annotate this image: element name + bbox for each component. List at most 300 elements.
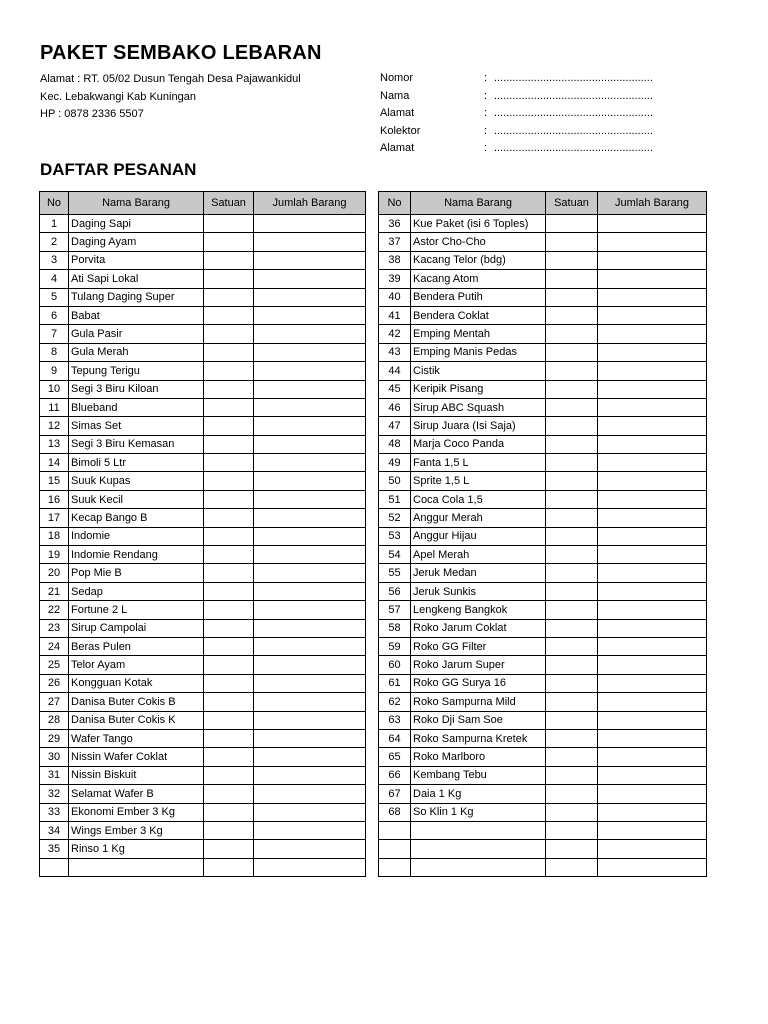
satuan-cell[interactable] [546,527,598,545]
jumlah-cell[interactable] [254,527,366,545]
table-row [379,380,707,398]
satuan-cell[interactable] [546,509,598,527]
item-no: 64 [379,729,411,747]
item-name: Beras Pulen [69,637,204,655]
satuan-cell[interactable] [204,509,254,527]
table-row [379,454,707,472]
jumlah-cell[interactable] [598,325,707,343]
table-row [379,748,707,766]
jumlah-cell[interactable] [254,656,366,674]
item-name: Coca Cola 1,5 [411,490,546,508]
jumlah-cell[interactable] [598,251,707,269]
satuan-cell[interactable] [204,472,254,490]
jumlah-cell[interactable] [254,674,366,692]
table-row [40,454,366,472]
item-name: Roko Jarum Coklat [411,619,546,637]
item-name: Roko Sampurna Mild [411,693,546,711]
table-row [379,693,707,711]
item-no: 15 [40,472,69,490]
jumlah-cell[interactable] [254,637,366,655]
jumlah-cell[interactable] [598,398,707,416]
jumlah-cell[interactable] [254,325,366,343]
satuan-cell[interactable] [546,619,598,637]
jumlah-cell[interactable] [254,729,366,747]
item-no: 54 [379,546,411,564]
satuan-cell[interactable] [546,454,598,472]
jumlah-cell[interactable] [598,693,707,711]
table-row [379,601,707,619]
item-name: Jeruk Medan [411,564,546,582]
jumlah-cell[interactable] [254,472,366,490]
item-no: 58 [379,619,411,637]
jumlah-cell[interactable] [254,564,366,582]
item-name: Segi 3 Biru Kemasan [69,435,204,453]
item-no: 61 [379,674,411,692]
item-name: Roko Jarum Super [411,656,546,674]
item-name [411,840,546,858]
jumlah-cell[interactable] [254,840,366,858]
item-no: 18 [40,527,69,545]
item-no: 33 [40,803,69,821]
satuan-cell[interactable] [546,233,598,251]
satuan-cell[interactable] [204,325,254,343]
table-row [379,306,707,324]
satuan-cell[interactable] [204,582,254,600]
item-no: 6 [40,306,69,324]
satuan-cell[interactable] [204,693,254,711]
jumlah-cell[interactable] [598,840,707,858]
jumlah-cell[interactable] [598,435,707,453]
jumlah-cell[interactable] [598,546,707,564]
jumlah-cell[interactable] [254,766,366,784]
item-name: Tepung Terigu [69,362,204,380]
item-no: 34 [40,821,69,839]
satuan-cell[interactable] [546,601,598,619]
satuan-cell[interactable] [546,766,598,784]
satuan-cell[interactable] [546,637,598,655]
satuan-cell[interactable] [204,270,254,288]
item-no: 14 [40,454,69,472]
satuan-cell[interactable] [204,546,254,564]
table-row [40,729,366,747]
table-row [379,840,707,858]
item-no: 50 [379,472,411,490]
item-no: 53 [379,527,411,545]
satuan-cell[interactable] [546,711,598,729]
satuan-cell[interactable] [204,435,254,453]
jumlah-cell[interactable] [254,362,366,380]
jumlah-cell[interactable] [254,251,366,269]
jumlah-cell[interactable] [254,821,366,839]
item-name: Simas Set [69,417,204,435]
table-row [40,656,366,674]
item-no: 10 [40,380,69,398]
jumlah-cell[interactable] [598,233,707,251]
jumlah-cell[interactable] [598,380,707,398]
page-title: PAKET SEMBAKO LEBARAN [40,42,322,64]
jumlah-cell[interactable] [254,343,366,361]
item-name: Nissin Biskuit [69,766,204,784]
table-row [40,398,366,416]
table-row [40,509,366,527]
satuan-cell[interactable] [204,785,254,803]
item-no: 2 [40,233,69,251]
satuan-cell[interactable] [204,490,254,508]
satuan-cell[interactable] [204,454,254,472]
item-name [411,821,546,839]
item-no [40,858,69,876]
jumlah-cell[interactable] [598,601,707,619]
satuan-cell[interactable] [204,215,254,233]
item-name: Pop Mie B [69,564,204,582]
jumlah-cell[interactable] [254,582,366,600]
satuan-cell[interactable] [204,527,254,545]
satuan-cell[interactable] [204,711,254,729]
table-row [40,306,366,324]
jumlah-cell[interactable] [254,785,366,803]
item-no: 19 [40,546,69,564]
item-no: 45 [379,380,411,398]
jumlah-cell[interactable] [254,619,366,637]
item-no: 38 [379,251,411,269]
table-row [40,325,366,343]
jumlah-cell[interactable] [254,546,366,564]
item-name: Jeruk Sunkis [411,582,546,600]
table-row [379,619,707,637]
item-no: 49 [379,454,411,472]
item-no: 1 [40,215,69,233]
table-row [40,380,366,398]
table-row [379,564,707,582]
jumlah-cell[interactable] [254,454,366,472]
item-name: So Klin 1 Kg [411,803,546,821]
header-nama-barang: Nama Barang [411,192,546,215]
satuan-cell[interactable] [546,417,598,435]
jumlah-cell[interactable] [254,417,366,435]
item-no: 42 [379,325,411,343]
item-no: 28 [40,711,69,729]
satuan-cell[interactable] [546,362,598,380]
item-no: 8 [40,343,69,361]
table-row [379,233,707,251]
item-name: Ati Sapi Lokal [69,270,204,288]
form-blank-alamat[interactable]: .................................................... [494,107,653,119]
jumlah-cell[interactable] [598,674,707,692]
jumlah-cell[interactable] [598,582,707,600]
table-row [379,325,707,343]
satuan-cell[interactable] [204,417,254,435]
item-name: Wings Ember 3 Kg [69,821,204,839]
satuan-cell[interactable] [204,380,254,398]
form-blank-alamat-kolektor[interactable]: .................................................... [494,142,653,154]
satuan-cell[interactable] [204,288,254,306]
satuan-cell[interactable] [546,472,598,490]
satuan-cell[interactable] [546,785,598,803]
satuan-cell[interactable] [546,693,598,711]
item-no: 12 [40,417,69,435]
item-name: Bendera Putih [411,288,546,306]
jumlah-cell[interactable] [254,803,366,821]
table-row [379,785,707,803]
order-info-form [380,70,680,158]
jumlah-cell[interactable] [598,417,707,435]
item-name: Anggur Hijau [411,527,546,545]
table-row [379,509,707,527]
satuan-cell[interactable] [546,251,598,269]
jumlah-cell[interactable] [254,601,366,619]
satuan-cell[interactable] [204,619,254,637]
item-name: Porvita [69,251,204,269]
satuan-cell[interactable] [546,674,598,692]
item-no: 7 [40,325,69,343]
satuan-cell[interactable] [546,803,598,821]
jumlah-cell[interactable] [254,490,366,508]
table-row [379,637,707,655]
form-blank-nama[interactable]: .................................................... [494,89,653,102]
table-row [40,803,366,821]
item-no: 56 [379,582,411,600]
table-row [379,343,707,361]
item-name: Indomie [69,527,204,545]
item-no: 17 [40,509,69,527]
satuan-cell[interactable] [204,729,254,747]
item-no: 11 [40,398,69,416]
item-name: Kongguan Kotak [69,674,204,692]
satuan-cell[interactable] [204,233,254,251]
jumlah-cell[interactable] [598,343,707,361]
item-no: 41 [379,306,411,324]
item-no: 30 [40,748,69,766]
table-row [40,490,366,508]
jumlah-cell[interactable] [254,748,366,766]
item-name [69,858,204,876]
table-row [40,619,366,637]
item-no: 24 [40,637,69,655]
jumlah-cell[interactable] [598,803,707,821]
satuan-cell[interactable] [546,840,598,858]
table-row [40,527,366,545]
satuan-cell[interactable] [546,270,598,288]
jumlah-cell[interactable] [598,362,707,380]
form-blank-nomor[interactable]: .................................................... [494,72,653,84]
satuan-cell[interactable] [204,637,254,655]
item-no: 66 [379,766,411,784]
jumlah-cell[interactable] [598,472,707,490]
item-no: 63 [379,711,411,729]
satuan-cell[interactable] [546,306,598,324]
satuan-cell[interactable] [204,251,254,269]
item-name: Gula Merah [69,343,204,361]
satuan-cell[interactable] [204,564,254,582]
jumlah-cell[interactable] [598,821,707,839]
jumlah-cell[interactable] [254,233,366,251]
jumlah-cell[interactable] [598,729,707,747]
jumlah-cell[interactable] [598,215,707,233]
item-name: Roko GG Filter [411,637,546,655]
jumlah-cell[interactable] [254,435,366,453]
jumlah-cell[interactable] [598,785,707,803]
form-label: Nama [380,89,410,102]
item-name: Fanta 1,5 L [411,454,546,472]
item-no: 46 [379,398,411,416]
header-no: No [379,192,411,215]
jumlah-cell[interactable] [598,509,707,527]
item-name: Danisa Buter Cokis B [69,693,204,711]
jumlah-cell[interactable] [254,288,366,306]
item-name: Sirup ABC Squash [411,398,546,416]
item-no: 29 [40,729,69,747]
item-name: Astor Cho-Cho [411,233,546,251]
item-no: 47 [379,417,411,435]
jumlah-cell[interactable] [254,215,366,233]
item-name: Cistik [411,362,546,380]
table-row [379,527,707,545]
jumlah-cell[interactable] [598,270,707,288]
item-name: Anggur Merah [411,509,546,527]
item-no: 3 [40,251,69,269]
jumlah-cell[interactable] [598,748,707,766]
table-row [40,417,366,435]
item-no: 35 [40,840,69,858]
table-row [40,362,366,380]
jumlah-cell[interactable] [598,288,707,306]
satuan-cell[interactable] [546,325,598,343]
jumlah-cell[interactable] [254,711,366,729]
satuan-cell[interactable] [546,582,598,600]
item-name: Bendera Coklat [411,306,546,324]
jumlah-cell[interactable] [254,270,366,288]
item-name: Fortune 2 L [69,601,204,619]
jumlah-cell[interactable] [598,454,707,472]
item-name: Kacang Telor (bdg) [411,251,546,269]
table-row [40,858,366,876]
jumlah-cell[interactable] [254,509,366,527]
item-name: Daging Ayam [69,233,204,251]
jumlah-cell[interactable] [254,858,366,876]
satuan-cell[interactable] [546,343,598,361]
table-row [40,711,366,729]
satuan-cell[interactable] [204,748,254,766]
satuan-cell[interactable] [204,362,254,380]
satuan-cell[interactable] [546,821,598,839]
order-table-right [378,191,707,877]
satuan-cell[interactable] [546,380,598,398]
table-row [40,546,366,564]
satuan-cell[interactable] [204,306,254,324]
satuan-cell[interactable] [546,546,598,564]
satuan-cell[interactable] [204,858,254,876]
item-name: Kembang Tebu [411,766,546,784]
satuan-cell[interactable] [204,343,254,361]
jumlah-cell[interactable] [598,490,707,508]
satuan-cell[interactable] [546,490,598,508]
form-colon: : [484,142,488,154]
satuan-cell[interactable] [546,215,598,233]
header-no: No [40,192,69,215]
item-no: 52 [379,509,411,527]
item-name: Nissin Wafer Coklat [69,748,204,766]
satuan-cell[interactable] [546,435,598,453]
item-no: 48 [379,435,411,453]
jumlah-cell[interactable] [598,766,707,784]
item-no [379,821,411,839]
item-no: 59 [379,637,411,655]
item-name: Selamat Wafer B [69,785,204,803]
satuan-cell[interactable] [204,398,254,416]
satuan-cell[interactable] [546,748,598,766]
satuan-cell[interactable] [546,729,598,747]
jumlah-cell[interactable] [254,693,366,711]
jumlah-cell[interactable] [254,398,366,416]
jumlah-cell[interactable] [598,306,707,324]
jumlah-cell[interactable] [598,858,707,876]
item-no: 20 [40,564,69,582]
item-no: 36 [379,215,411,233]
item-no [379,840,411,858]
satuan-cell[interactable] [204,601,254,619]
table-row [379,858,707,876]
item-no: 40 [379,288,411,306]
form-label: Alamat [380,142,415,154]
satuan-cell[interactable] [204,656,254,674]
jumlah-cell[interactable] [598,656,707,674]
item-name: Ekonomi Ember 3 Kg [69,803,204,821]
item-no: 67 [379,785,411,803]
satuan-cell[interactable] [204,766,254,784]
item-no: 60 [379,656,411,674]
jumlah-cell[interactable] [598,637,707,655]
item-name: Emping Manis Pedas [411,343,546,361]
item-no: 27 [40,693,69,711]
table-row [379,582,707,600]
item-name: Keripik Pisang [411,380,546,398]
table-row [379,215,707,233]
jumlah-cell[interactable] [254,306,366,324]
table-header-row [379,192,707,215]
table-row [40,343,366,361]
satuan-cell[interactable] [546,398,598,416]
item-name: Roko Sampurna Kretek [411,729,546,747]
jumlah-cell[interactable] [598,711,707,729]
item-name: Sedap [69,582,204,600]
form-blank-kolektor[interactable]: .................................................... [494,124,653,137]
satuan-cell[interactable] [204,803,254,821]
table-header-row [40,192,366,215]
item-no: 4 [40,270,69,288]
satuan-cell[interactable] [546,858,598,876]
jumlah-cell[interactable] [254,380,366,398]
item-name: Wafer Tango [69,729,204,747]
item-no: 21 [40,582,69,600]
table-row [40,840,366,858]
item-name: Roko Marlboro [411,748,546,766]
satuan-cell[interactable] [204,674,254,692]
satuan-cell[interactable] [546,564,598,582]
table-row [379,270,707,288]
satuan-cell[interactable] [546,288,598,306]
item-name: Marja Coco Panda [411,435,546,453]
satuan-cell[interactable] [204,840,254,858]
jumlah-cell[interactable] [598,564,707,582]
satuan-cell[interactable] [546,656,598,674]
item-name: Bimoli 5 Ltr [69,454,204,472]
item-name: Danisa Buter Cokis K [69,711,204,729]
satuan-cell[interactable] [204,821,254,839]
jumlah-cell[interactable] [598,527,707,545]
table-row [379,472,707,490]
jumlah-cell[interactable] [598,619,707,637]
item-no: 23 [40,619,69,637]
